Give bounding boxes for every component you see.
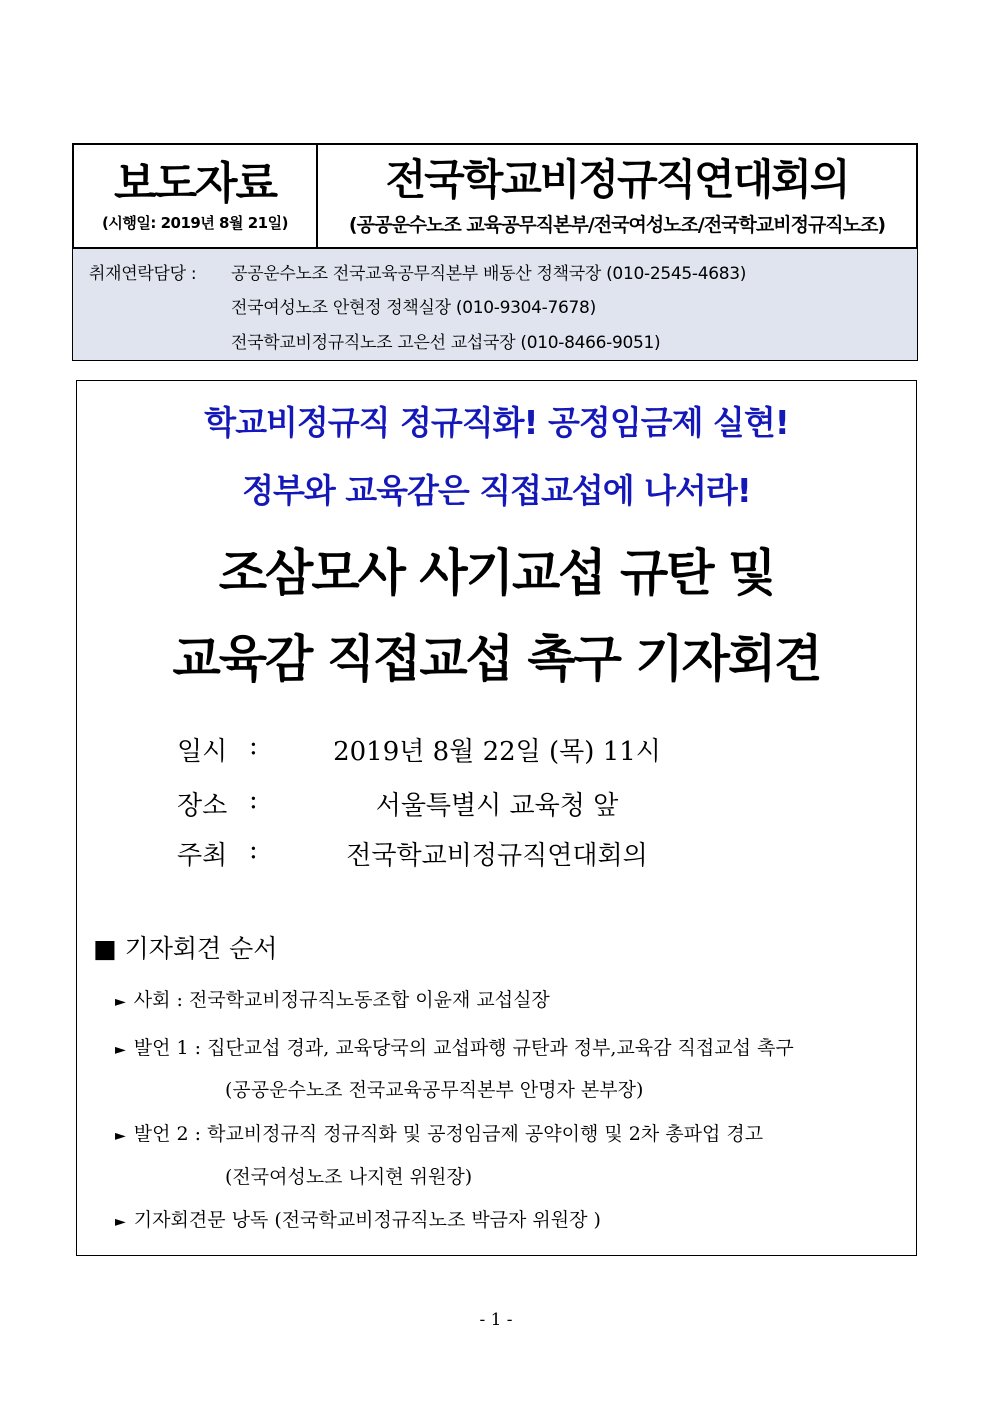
triangle-pointer-icon: ► — [115, 1042, 126, 1058]
contact-line-1: 공공운수노조 전국교육공무직본부 배동산 정책국장 (010-2545-4683) — [231, 264, 747, 284]
info-label: 장소 — [177, 791, 228, 821]
program-item-text: 발언 1 : 집단교섭 경과, 교육당국의 교섭파행 규탄과 정부,교육감 직접교섭 촉구 — [133, 1037, 794, 1059]
info-colon: : — [249, 835, 258, 865]
contact-line-3: 전국학교비정규직노조 고은선 교섭국장 (010-8466-9051) — [231, 333, 661, 353]
slogan-2: 정부와 교육감은 직접교섭에 나서라! — [242, 471, 751, 510]
info-value: 전국학교비정규직연대회의 — [346, 841, 648, 871]
press-release-box — [74, 145, 318, 247]
info-row-host — [77, 835, 916, 875]
program-item-speaker: (공공운수노조 전국교육공무직본부 안명자 본부장) — [225, 1079, 644, 1101]
program-item — [115, 985, 550, 1012]
organization-title: 전국학교비정규직연대회의 — [385, 154, 849, 204]
contact-label: 취재연락담당 : — [89, 264, 197, 284]
program-item — [115, 1205, 601, 1232]
program-item-text: 발언 2 : 학교비정규직 정규직화 및 공정임금제 공약이행 및 2차 총파업 경고 — [133, 1123, 764, 1145]
info-label: 주최 — [177, 841, 228, 871]
page-number: - 1 - — [479, 1310, 513, 1330]
square-bullet-icon: ■ — [93, 934, 117, 963]
event-title-line-1: 조삼모사 사기교섭 규탄 및 — [218, 544, 775, 602]
contact-line-2: 전국여성노조 안현정 정책실장 (010-9304-7678) — [231, 298, 596, 318]
organization-members: (공공운수노조 교육공무직본부/전국여성노조/전국학교비정규직노조) — [348, 213, 886, 236]
triangle-pointer-icon: ► — [115, 1128, 126, 1144]
program-title: 기자회견 순서 — [124, 934, 278, 963]
slogan-1: 학교비정규직 정규직화! 공정임금제 실현! — [204, 403, 789, 442]
info-colon: : — [249, 731, 258, 761]
info-label: 일시 — [177, 737, 228, 767]
press-release-title: 보도자료 — [113, 157, 276, 209]
press-header — [72, 143, 918, 249]
triangle-pointer-icon: ► — [115, 1214, 126, 1230]
info-value: 2019년 8월 22일 (목) 11시 — [333, 737, 661, 767]
contact-box — [72, 249, 918, 361]
organization-box — [318, 145, 916, 247]
info-row-datetime — [77, 731, 916, 771]
info-colon: : — [249, 785, 258, 815]
triangle-pointer-icon: ► — [115, 994, 126, 1010]
program-item-speaker: (전국여성노조 나지현 위원장) — [225, 1166, 473, 1188]
program-item — [115, 1033, 794, 1060]
event-title-line-2: 교육감 직접교섭 촉구 기자회견 — [172, 630, 821, 688]
program-item — [115, 1119, 763, 1146]
program-item-text: 기자회견문 낭독 (전국학교비정규직노조 박금자 위원장 ) — [133, 1209, 601, 1231]
release-date: (시행일: 2019년 8월 21일) — [102, 213, 288, 232]
main-content-box — [76, 380, 917, 1256]
program-item-text: 사회 : 전국학교비정규직노동조합 이윤재 교섭실장 — [133, 989, 550, 1011]
program-heading — [93, 929, 277, 965]
info-row-place — [77, 785, 916, 825]
info-value: 서울특별시 교육청 앞 — [375, 791, 619, 821]
